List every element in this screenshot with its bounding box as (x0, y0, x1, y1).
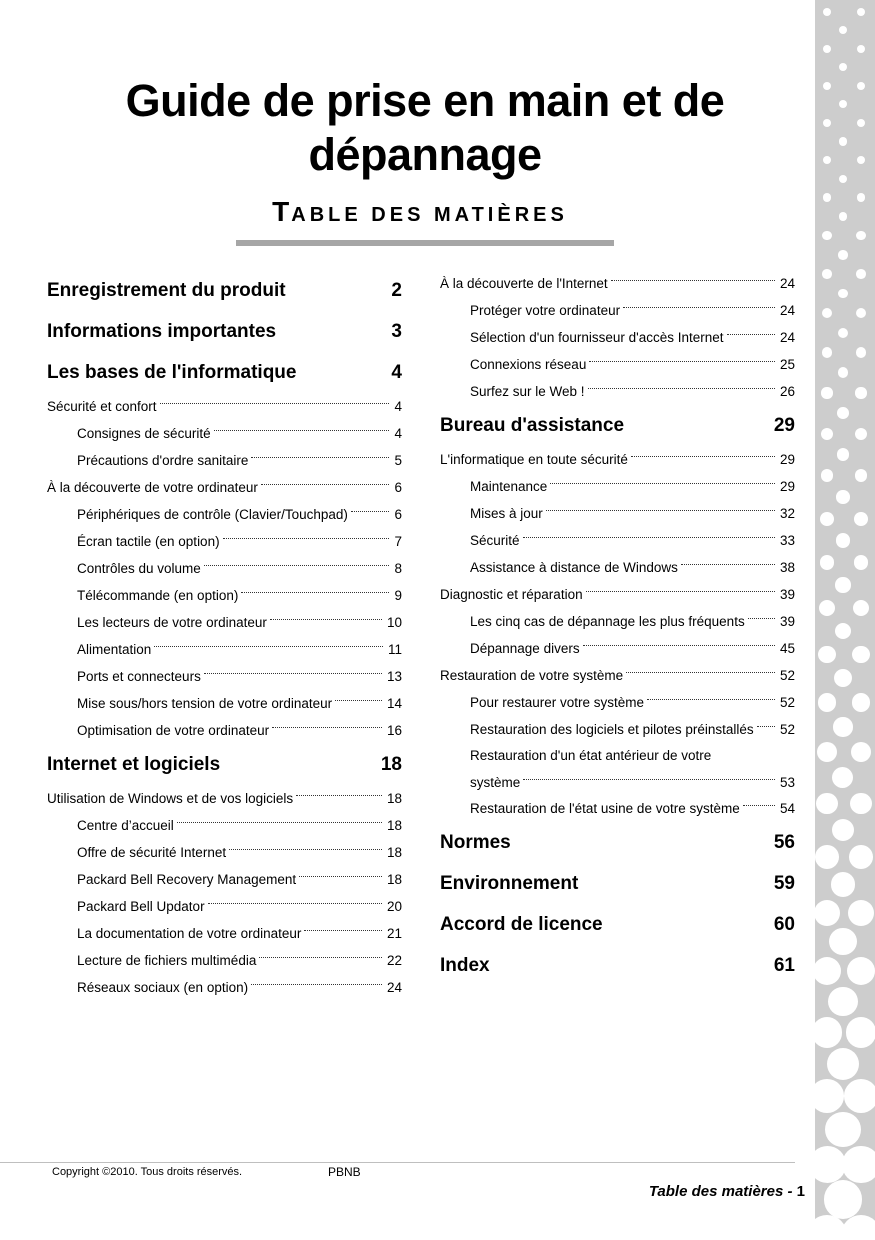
decorative-dot (839, 137, 847, 145)
decorative-dot (823, 119, 831, 127)
toc-entry-title: Restauration des logiciels et pilotes préinstallés (470, 722, 754, 737)
toc-entry-title: Packard Bell Updator (77, 899, 205, 914)
toc-entry-page: 18 (386, 791, 402, 806)
toc-dot-leader (546, 510, 775, 511)
toc-entry-page: 52 (779, 695, 795, 710)
decorative-dot (856, 269, 866, 279)
toc-entry-page: 8 (394, 561, 402, 576)
toc-entry-page: 59 (773, 872, 795, 894)
toc-dot-leader (223, 538, 390, 539)
toc-entry-page: 10 (386, 615, 402, 630)
decorative-dot (822, 231, 831, 240)
toc-subsection-entry[interactable] (47, 717, 402, 744)
decorative-dot (839, 212, 848, 221)
toc-heading-rest: ABLE DES MATIÈRES (291, 204, 568, 226)
decorative-dot (852, 693, 871, 712)
toc-entry-title: À la découverte de votre ordinateur (47, 480, 258, 495)
decorative-dot (853, 600, 869, 616)
decorative-dot (835, 577, 850, 592)
decorative-dot (839, 26, 847, 34)
toc-subsection-entry[interactable] (47, 609, 402, 636)
toc-subsection-entry[interactable] (440, 500, 795, 527)
decorative-dot (847, 957, 875, 985)
decorative-dot (856, 308, 866, 318)
toc-subsection-entry[interactable] (47, 555, 402, 582)
decorative-dot (815, 1079, 844, 1113)
toc-entry-title: Sélection d'un fournisseur d'accès Internet (470, 330, 724, 345)
decorative-dot (818, 646, 835, 663)
toc-entry-line (470, 769, 795, 795)
decorative-dot (820, 512, 834, 526)
toc-chapter-entry[interactable] (440, 945, 795, 986)
decorative-dot (855, 428, 867, 440)
toc-dot-leader (204, 565, 390, 566)
toc-entry-page: 9 (394, 588, 402, 603)
toc-entry-title: Optimisation de votre ordinateur (77, 723, 270, 738)
toc-entry-title: Restauration de l'état usine de votre système (470, 801, 740, 816)
toc-entry-page: 29 (779, 479, 795, 494)
toc-subsection-entry[interactable] (47, 920, 402, 947)
toc-entry-page: 3 (391, 320, 402, 342)
decorative-dot (835, 623, 852, 640)
copyright-text: Copyright ©2010. Tous droits réservés. (52, 1166, 243, 1178)
toc-entry-title: Restauration de votre système (440, 668, 624, 683)
toc-entry-page: 24 (779, 330, 795, 345)
decorative-dot (857, 82, 865, 90)
toc-entry-title: L'informatique en toute sécurité (440, 452, 628, 467)
toc-entry-page: 26 (779, 384, 795, 399)
toc-entry-title: Périphériques de contrôle (Clavier/Touchpad) (77, 507, 348, 522)
decorative-dot (822, 269, 832, 279)
toc-entry-page: 6 (394, 480, 402, 495)
toc-subsection-entry[interactable] (440, 795, 795, 822)
toc-entry-title: Mises à jour (470, 506, 543, 521)
title-underline (236, 240, 614, 246)
toc-entry-page: 52 (779, 668, 795, 683)
decorative-dot (857, 8, 865, 16)
toc-entry-title: Mise sous/hors tension de votre ordinateur (77, 696, 333, 711)
toc-entry-page: 4 (394, 426, 402, 441)
decorative-dot (833, 717, 852, 736)
toc-subsection-entry[interactable] (47, 866, 402, 893)
toc-dot-leader (583, 645, 775, 646)
toc-entry-title: Lecture de fichiers multimédia (77, 953, 257, 968)
toc-dot-leader (177, 822, 382, 823)
toc-dot-leader (727, 334, 775, 335)
toc-subsection-entry[interactable] (47, 582, 402, 609)
toc-dot-leader (631, 456, 775, 457)
toc-entry-page: 22 (386, 953, 402, 968)
toc-entry-page: 56 (773, 831, 795, 853)
toc-subsection-entry[interactable] (440, 378, 795, 405)
decorative-dot (856, 347, 867, 358)
decorative-dot (823, 156, 832, 165)
toc-left-column (47, 270, 402, 1001)
decorative-dot (852, 646, 869, 663)
decorative-dot (816, 793, 838, 815)
toc-right-column (440, 270, 795, 986)
toc-dot-leader (270, 619, 382, 620)
decorative-dot (815, 845, 839, 869)
toc-entry-title: Enregistrement du produit (47, 279, 286, 301)
decorative-dot (815, 1146, 846, 1183)
toc-subsection-entry[interactable] (440, 324, 795, 351)
toc-chapter-entry[interactable] (440, 904, 795, 945)
toc-entry-title: Réseaux sociaux (en option) (77, 980, 249, 995)
decorative-dot (838, 367, 849, 378)
toc-entry-page: 60 (773, 913, 795, 935)
toc-entry-title: Packard Bell Recovery Management (77, 872, 297, 887)
toc-subsection-entry[interactable] (47, 663, 402, 690)
toc-subsection-entry[interactable] (440, 554, 795, 581)
toc-entry-title: système (470, 774, 521, 790)
toc-entry-page: 45 (779, 641, 795, 656)
toc-entry-title: Consignes de sécurité (77, 426, 211, 441)
toc-entry-page: 33 (779, 533, 795, 548)
toc-entry-page: 18 (386, 872, 402, 887)
decorative-dot (823, 45, 831, 53)
toc-dot-leader (743, 805, 775, 806)
toc-dot-leader (626, 672, 775, 673)
toc-entry-title: Sécurité et confort (47, 399, 157, 414)
decorative-dot (856, 231, 865, 240)
toc-entry-title: Accord de licence (440, 913, 603, 935)
toc-dot-leader (272, 727, 382, 728)
decorative-dot (817, 742, 837, 762)
toc-entry-page: 20 (386, 899, 402, 914)
toc-entry-page: 25 (779, 357, 795, 372)
decorative-dot (823, 8, 831, 16)
footer-section-name: Table des matières - (648, 1183, 793, 1200)
decorative-dot (857, 45, 865, 53)
toc-subsection-entry[interactable] (47, 501, 402, 528)
toc-subsection-entry[interactable] (47, 812, 402, 839)
toc-entry-page: 5 (394, 453, 402, 468)
decorative-dot (822, 308, 832, 318)
toc-entry-page: 53 (779, 774, 795, 790)
toc-dot-leader (251, 984, 382, 985)
decorative-dot (824, 1180, 863, 1219)
toc-dot-leader (550, 483, 775, 484)
toc-dot-leader (214, 430, 390, 431)
decorative-dot (827, 1048, 859, 1080)
toc-section-entry[interactable] (47, 393, 402, 420)
toc-entry-page: 2 (391, 279, 402, 301)
toc-subsection-entry[interactable] (47, 420, 402, 447)
decorative-dot (819, 600, 835, 616)
decorative-dot (854, 512, 868, 526)
toc-dot-leader (681, 564, 775, 565)
decorative-dot (848, 900, 874, 926)
toc-entry-page: 52 (779, 722, 795, 737)
toc-entry-title: À la découverte de l'Internet (440, 276, 608, 291)
toc-entry-page: 13 (386, 669, 402, 684)
toc-entry-page: 18 (386, 845, 402, 860)
toc-entry-page: 32 (779, 506, 795, 521)
footer-section-label (649, 1183, 805, 1200)
toc-dot-leader (589, 361, 775, 362)
toc-entry-page: 29 (779, 452, 795, 467)
toc-entry-title: Précautions d'ordre sanitaire (77, 453, 249, 468)
toc-section-entry[interactable] (440, 270, 795, 297)
decorative-dot (821, 387, 832, 398)
decorative-dot (851, 742, 871, 762)
toc-dot-leader (204, 673, 382, 674)
decorative-dot (815, 900, 840, 926)
toc-entry-title: Télécommande (en option) (77, 588, 239, 603)
toc-chapter-entry[interactable] (440, 863, 795, 904)
toc-entry-title: Centre d’accueil (77, 818, 174, 833)
toc-chapter-entry[interactable] (440, 822, 795, 863)
toc-chapter-entry[interactable] (47, 311, 402, 352)
decorative-dot (829, 928, 856, 955)
toc-entry-title: Bureau d'assistance (440, 414, 625, 436)
toc-chapter-entry[interactable] (440, 405, 795, 446)
toc-entry-page: 24 (779, 303, 795, 318)
toc-dot-leader (299, 876, 382, 877)
toc-dot-leader (251, 457, 389, 458)
toc-entry-page: 4 (391, 361, 402, 383)
toc-dot-leader (154, 646, 383, 647)
decorative-dot (849, 845, 873, 869)
toc-entry-title: Protéger votre ordinateur (470, 303, 621, 318)
toc-dot-leader (523, 537, 775, 538)
toc-entry-title: Internet et logiciels (47, 753, 221, 775)
decorative-dot (837, 407, 849, 419)
decorative-dot (855, 469, 868, 482)
toc-dot-leader (296, 795, 382, 796)
decorative-dot (823, 82, 831, 90)
toc-entry-page: 16 (386, 723, 402, 738)
toc-entry-title: Assistance à distance de Windows (470, 560, 678, 575)
toc-chapter-entry[interactable] (47, 744, 402, 785)
toc-subsection-entry[interactable] (440, 716, 795, 743)
toc-entry-title: Offre de sécurité Internet (77, 845, 227, 860)
decorative-dot (837, 448, 849, 460)
toc-entry-title: Pour restaurer votre système (470, 695, 645, 710)
toc-section-entry[interactable] (440, 446, 795, 473)
decorative-dot (839, 175, 848, 184)
toc-entry-page: 38 (779, 560, 795, 575)
toc-subsection-entry[interactable] (440, 527, 795, 554)
toc-entry-title: La documentation de votre ordinateur (77, 926, 302, 941)
toc-dot-leader (229, 849, 382, 850)
decorative-dot (821, 469, 834, 482)
toc-dot-leader (757, 726, 775, 727)
decorative-dot (842, 1146, 875, 1183)
toc-subsection-entry[interactable] (47, 690, 402, 717)
decorative-dot (832, 767, 853, 788)
decorative-dot (838, 250, 847, 259)
brand-code: PBNB (328, 1165, 361, 1179)
toc-section-entry[interactable] (440, 581, 795, 608)
toc-entry-page: 21 (386, 926, 402, 941)
toc-entry-page: 61 (773, 954, 795, 976)
toc-entry-title: Connexions réseau (470, 357, 587, 372)
toc-entry-page: 4 (394, 399, 402, 414)
decorative-dot (839, 100, 847, 108)
toc-subsection-entry[interactable] (440, 743, 795, 795)
toc-entry-title: Sécurité (470, 533, 520, 548)
toc-subsection-entry[interactable] (47, 636, 402, 663)
toc-dot-leader (588, 388, 775, 389)
page-number: 1 (796, 1183, 805, 1200)
toc-dot-leader (208, 903, 382, 904)
toc-entry-title: Diagnostic et réparation (440, 587, 583, 602)
toc-dot-leader (611, 280, 775, 281)
toc-section-entry[interactable] (440, 662, 795, 689)
toc-dot-leader (748, 618, 775, 619)
toc-entry-title: Les cinq cas de dépannage les plus fréquents (470, 614, 745, 629)
toc-dot-leader (259, 957, 382, 958)
toc-subsection-entry[interactable] (440, 689, 795, 716)
document-title: Guide de prise en main et de dépannage (125, 75, 725, 180)
toc-section-entry[interactable] (47, 474, 402, 501)
decorative-dot (832, 819, 855, 842)
toc-entry-page: 54 (779, 801, 795, 816)
decorative-dot (828, 987, 858, 1017)
decorative-dot (855, 387, 866, 398)
decorative-dot (857, 156, 866, 165)
toc-chapter-entry[interactable] (47, 270, 402, 311)
toc-entry-title: Ports et connecteurs (77, 669, 201, 684)
decorative-dot (850, 793, 872, 815)
toc-entry-page: 39 (779, 587, 795, 602)
side-dot-pattern (815, 0, 875, 1240)
toc-subsection-entry[interactable] (440, 297, 795, 324)
toc-entry-page: 18 (386, 818, 402, 833)
toc-subsection-entry[interactable] (47, 839, 402, 866)
toc-dot-leader (160, 403, 390, 404)
toc-dot-leader (261, 484, 390, 485)
decorative-dot (821, 428, 833, 440)
toc-entry-title: Utilisation de Windows et de vos logiciels (47, 791, 294, 806)
toc-entry-title-line: Restauration d'un état antérieur de votre (470, 748, 712, 763)
toc-heading (230, 196, 610, 228)
toc-entry-title: Les bases de l'informatique (47, 361, 297, 383)
toc-subsection-entry[interactable] (440, 608, 795, 635)
decorative-dot (836, 490, 849, 503)
decorative-dot (857, 119, 865, 127)
toc-entry-page: 29 (773, 414, 795, 436)
toc-dot-leader (647, 699, 775, 700)
toc-entry-title: Surfez sur le Web ! (470, 384, 585, 399)
toc-entry-page: 18 (380, 753, 402, 775)
toc-entry-title: Environnement (440, 872, 579, 894)
toc-subsection-entry[interactable] (440, 351, 795, 378)
decorative-dot (846, 1017, 875, 1048)
toc-subsection-entry[interactable] (47, 447, 402, 474)
toc-entry-title: Informations importantes (47, 320, 277, 342)
decorative-dot (838, 289, 848, 299)
toc-subsection-entry[interactable] (440, 473, 795, 500)
toc-dot-leader (241, 592, 389, 593)
toc-entry-title: Index (440, 954, 490, 976)
toc-entry-title: Les lecteurs de votre ordinateur (77, 615, 267, 630)
toc-entry-title: Maintenance (470, 479, 548, 494)
toc-section-entry[interactable] (47, 785, 402, 812)
toc-dot-leader (335, 700, 382, 701)
decorative-dot (834, 669, 852, 687)
toc-subsection-entry[interactable] (47, 974, 402, 1001)
toc-heading-initial: T (272, 196, 292, 227)
decorative-dot (841, 1215, 875, 1240)
toc-entry-page: 39 (779, 614, 795, 629)
toc-dot-leader (623, 307, 775, 308)
decorative-dot (818, 693, 837, 712)
decorative-dot (823, 193, 832, 202)
decorative-dot (838, 328, 848, 338)
decorative-dot (825, 1112, 860, 1147)
footer-divider (0, 1162, 795, 1163)
decorative-dot (854, 555, 869, 570)
toc-entry-title: Alimentation (77, 642, 152, 657)
toc-entry-page: 24 (779, 276, 795, 291)
toc-subsection-entry[interactable] (47, 893, 402, 920)
toc-entry-page: 11 (387, 642, 402, 657)
toc-entry-page: 6 (394, 507, 402, 522)
toc-entry-title: Contrôles du volume (77, 561, 201, 576)
toc-entry-title: Dépannage divers (470, 641, 580, 656)
decorative-dot (844, 1079, 875, 1113)
decorative-dot (820, 555, 835, 570)
toc-entry-page: 7 (394, 534, 402, 549)
toc-subsection-entry[interactable] (47, 947, 402, 974)
decorative-dot (857, 193, 866, 202)
toc-entry-page: 14 (386, 696, 402, 711)
decorative-dot (822, 347, 833, 358)
toc-chapter-entry[interactable] (47, 352, 402, 393)
toc-subsection-entry[interactable] (47, 528, 402, 555)
decorative-dot (831, 872, 856, 897)
toc-dot-leader (523, 779, 775, 780)
decorative-dot (839, 63, 847, 71)
toc-subsection-entry[interactable] (440, 635, 795, 662)
decorative-dot (815, 957, 841, 985)
toc-entry-title: Écran tactile (en option) (77, 534, 220, 549)
toc-entry-page: 24 (386, 980, 402, 995)
toc-dot-leader (351, 511, 390, 512)
decorative-dot (815, 1017, 842, 1048)
decorative-dot (836, 533, 850, 547)
toc-dot-leader (586, 591, 775, 592)
toc-entry-title: Normes (440, 831, 511, 853)
toc-dot-leader (304, 930, 382, 931)
